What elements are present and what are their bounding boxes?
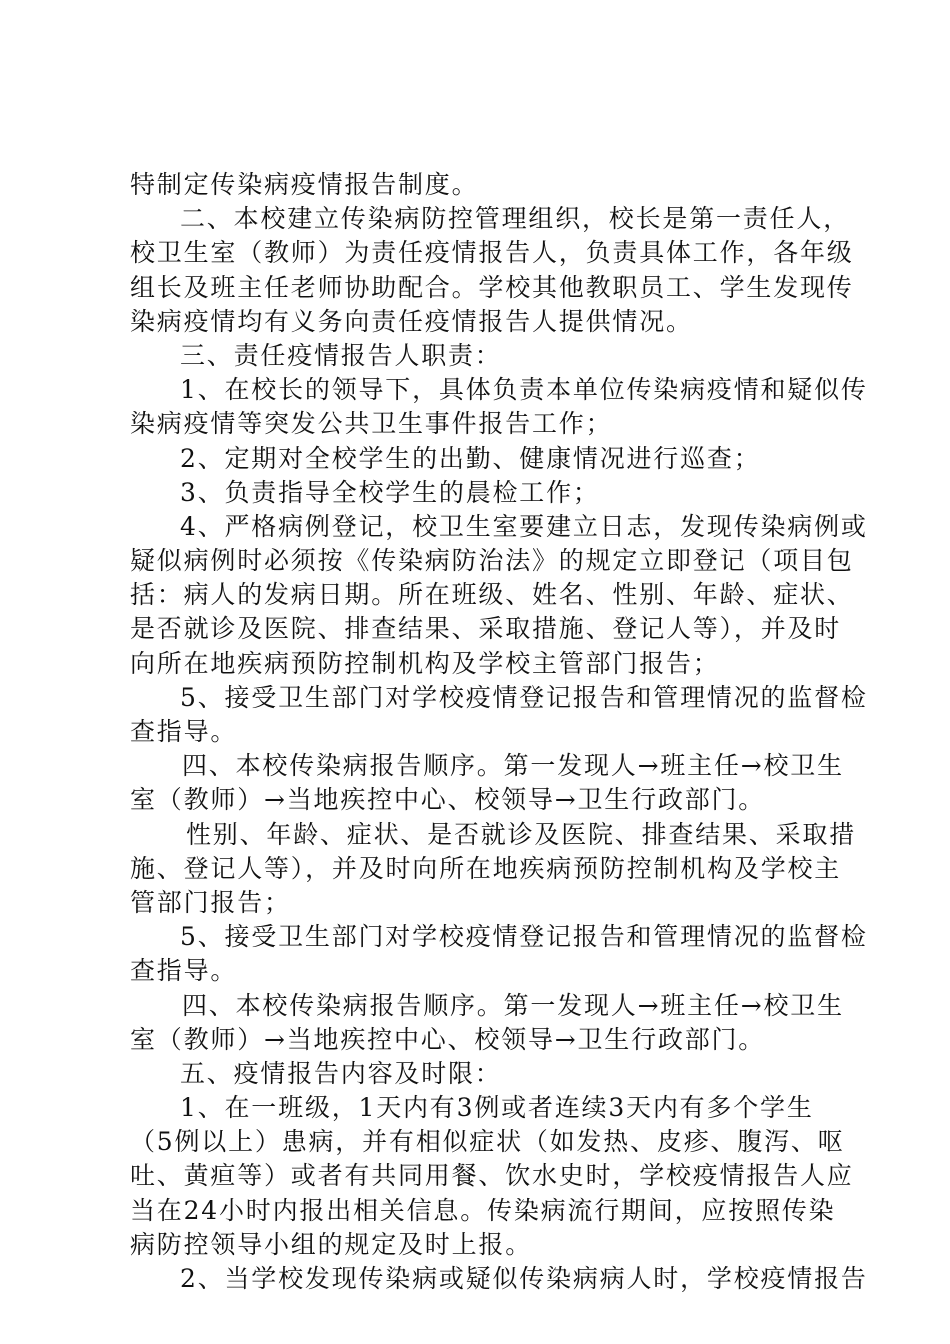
paragraph-heading: 三、责任疫情报告人职责： [180,340,502,370]
text-line: 管部门报告； [130,887,291,917]
paragraph-heading: 五、疫情报告内容及时限： [180,1058,502,1088]
text-line: 括：病人的发病日期。所在班级、姓名、性别、年龄、症状、 [130,580,854,610]
paragraph-heading: 四、本校传染病报告顺序。第一发现人→班主任→校卫生 [182,990,844,1020]
paragraph-heading: 二、本校建立传染病防控管理组织，校长是第一责任人， [180,204,851,234]
text-line: 吐、黄疸等）或者有共同用餐、饮水史时，学校疫情报告人应 [130,1161,854,1191]
text-line: 施、登记人等），并及时向所在地疾病预防控制机构及学校主 [130,853,842,883]
list-item: 5、接受卫生部门对学校疫情登记报告和管理情况的监督检 [180,682,868,712]
text-line: 查指导。 [130,717,238,746]
text-line: 染病疫情等突发公共卫生事件报告工作； [130,409,613,439]
list-item: 2、当学校发现传染病或疑似传染病病人时，学校疫情报告 [180,1264,868,1293]
list-item: 4、严格病例登记，校卫生室要建立日志，发现传染病例或 [180,511,868,541]
text-line: 室（教师）→当地疾控中心、校领导→卫生行政部门。 [130,785,766,815]
text-line: 校卫生室（教师）为责任疫情报告人，负责具体工作，各年级 [130,238,854,268]
list-item: 1、在一班级，1天内有3例或者连续3天内有多个学生 [180,1093,814,1123]
list-item: 2、定期对全校学生的出勤、健康情况进行巡查； [180,443,761,473]
document-body [130,168,868,1296]
list-item: 5、接受卫生部门对学校疫情登记报告和管理情况的监督检 [180,922,868,952]
text-line: （5例以上）患病，并有相似症状（如发热、皮疹、腹泻、呕 [130,1127,845,1157]
paragraph-heading: 四、本校传染病报告顺序。第一发现人→班主任→校卫生 [182,751,844,781]
text-line: 当在24小时内报出相关信息。传染病流行期间，应按照传染 [130,1195,836,1225]
text-line: 性别、年龄、症状、是否就诊及医院、排查结果、采取措 [186,819,857,849]
list-item: 3、负责指导全校学生的晨检工作； [180,477,600,507]
text-line: 染病疫情均有义务向责任疫情报告人提供情况。 [130,306,693,336]
text-line: 向所在地疾病预防控制机构及学校主管部门报告； [130,648,720,678]
list-item: 1、在校长的领导下，具体负责本单位传染病疫情和疑似传 [180,375,868,405]
text-line: 特制定传染病疫情报告制度。 [130,170,479,199]
text-line: 查指导。 [130,956,238,986]
text-line: 室（教师）→当地疾控中心、校领导→卫生行政部门。 [130,1024,766,1054]
text-line: 病防控领导小组的规定及时上报。 [130,1229,533,1259]
text-line: 组长及班主任老师协助配合。学校其他教职员工、学生发现传 [130,272,854,302]
text-line: 是否就诊及医院、排查结果、采取措施、登记人等），并及时 [130,614,842,644]
text-line: 疑似病例时必须按《传染病防治法》的规定立即登记（项目包 [130,546,854,576]
